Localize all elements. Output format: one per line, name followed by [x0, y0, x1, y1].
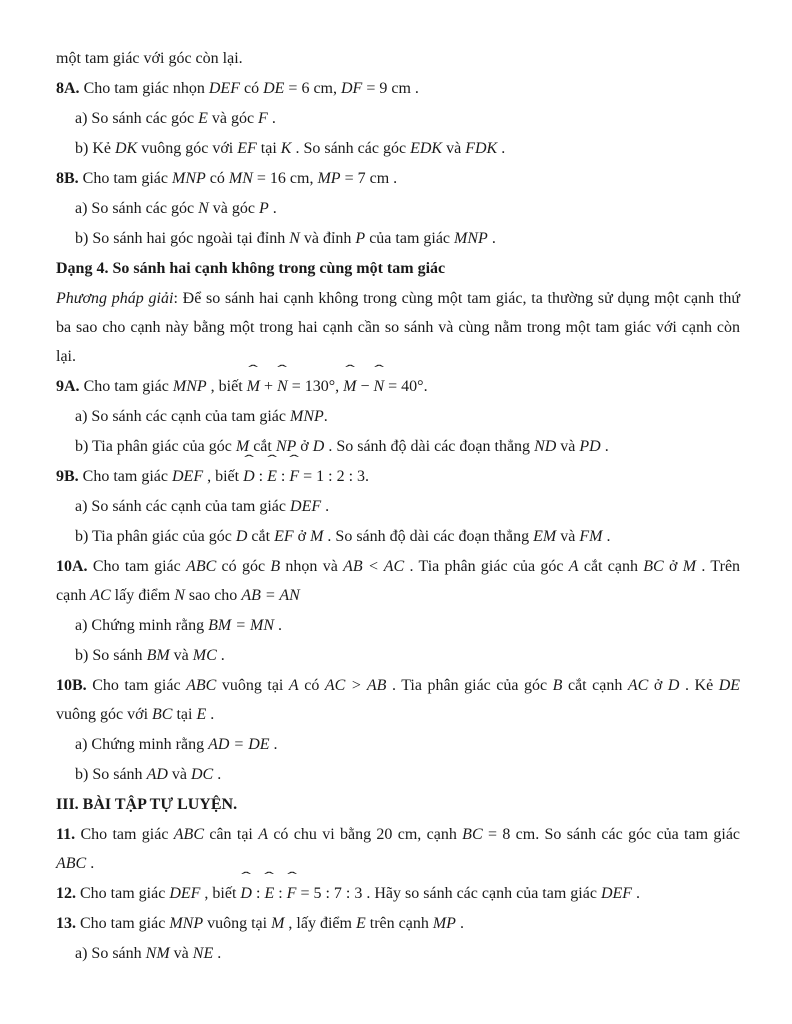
text-segment: III. BÀI TẬP TỰ LUYỆN.: [56, 796, 238, 813]
math-variable: ABC: [173, 826, 204, 843]
math-variable: D: [667, 677, 680, 694]
item-8B-b: [56, 224, 740, 253]
text-segment: :: [254, 468, 268, 485]
text-segment: ở: [296, 438, 313, 455]
math-variable: EM: [533, 528, 557, 545]
math-variable: MN: [228, 170, 253, 187]
math-variable: DEF: [290, 498, 322, 515]
item-9A-b: [56, 432, 740, 461]
problem-9B: [56, 462, 740, 491]
text-segment: 9A.: [56, 378, 80, 395]
text-segment: . Trên cạnh: [56, 558, 741, 604]
text-segment: .: [602, 528, 611, 545]
text-segment: .: [487, 230, 496, 247]
math-angle-hat: ˆ F: [289, 462, 299, 491]
math-variable: E: [355, 915, 366, 932]
math-variable: AD = DE: [208, 736, 270, 753]
text-segment: . So sánh độ dài các đoạn thẳng: [324, 438, 535, 455]
text-segment: 13.: [56, 915, 76, 932]
text-segment: cắt: [247, 528, 275, 545]
text-segment: có chu vi bằng 20 cm, cạnh: [267, 826, 463, 843]
text-segment: .: [213, 945, 222, 962]
math-variable: AD: [146, 766, 168, 783]
text-segment: Cho tam giác: [76, 915, 170, 932]
text-segment: cắt cạnh: [562, 677, 628, 694]
math-variable: BC: [462, 826, 483, 843]
text-segment: và: [556, 438, 580, 455]
item-10A-a: [56, 611, 740, 640]
math-variable: MNP: [172, 378, 207, 395]
text-segment: có: [205, 170, 229, 187]
text-segment: . Kẻ: [679, 677, 719, 694]
text-segment: :: [251, 885, 265, 902]
math-angle-hat: ˆ D: [243, 462, 255, 491]
text-segment: có: [298, 677, 325, 694]
math-variable: BM: [146, 647, 170, 664]
math-variable: F: [258, 110, 268, 127]
math-variable: M: [271, 915, 285, 932]
text-segment: tại: [256, 140, 281, 157]
math-variable: B: [552, 677, 563, 694]
text-segment: 8A.: [56, 80, 80, 97]
text-segment: ở: [648, 677, 668, 694]
problem-10B: [56, 671, 740, 729]
text-segment: Cho tam giác: [87, 558, 187, 575]
math-variable: M: [682, 558, 697, 575]
math-variable: P: [355, 230, 366, 247]
problem-11: [56, 820, 740, 878]
text-segment: sao cho: [184, 587, 242, 604]
math-variable: ABC: [186, 558, 217, 575]
text-segment: = 16 cm,: [252, 170, 318, 187]
math-variable: DEF: [169, 885, 201, 902]
text-segment: .: [206, 706, 215, 723]
math-variable: NM: [145, 945, 170, 962]
text-segment: = 1 : 2 : 3.: [299, 468, 370, 485]
math-variable: E: [198, 110, 208, 127]
math-variable: M: [310, 528, 324, 545]
item-9B-b: [56, 522, 740, 551]
text-segment: Cho tam giác: [86, 677, 187, 694]
text-segment: 11.: [56, 826, 76, 843]
math-variable: FDK: [465, 140, 498, 157]
text-segment: = 6 cm,: [284, 80, 341, 97]
text-segment: cắt cạnh: [578, 558, 644, 575]
text-segment: = 130°,: [287, 378, 344, 395]
math-variable: NP: [275, 438, 297, 455]
text-segment: a) Chứng minh rằng: [75, 617, 209, 634]
math-variable: AC > AB: [324, 677, 387, 694]
math-variable: DK: [114, 140, 138, 157]
math-variable: BC: [152, 706, 173, 723]
text-segment: Cho tam giác: [78, 170, 172, 187]
math-angle-hat: ˆ N: [373, 372, 384, 401]
text-segment: = 5 : 7 : 3 . Hãy so sánh các cạnh của tam giác: [296, 885, 601, 902]
item-8A-a: [56, 104, 740, 133]
text-segment: b) So sánh: [75, 766, 147, 783]
text-segment: b) Kẻ: [75, 140, 115, 157]
text-segment: , biết: [200, 885, 241, 902]
text-segment: Cho tam giác: [76, 885, 170, 902]
text-segment: . Tia phân giác của góc: [404, 558, 569, 575]
text-segment: : Để so sánh hai cạnh không trong cùng một tam giác, ta thường sử dụng một cạnh thứ ba sao cho cạnh này bằng một trong hai cạnh cần so sánh và cùng nằm trong một tam giác với cạnh còn lại.: [56, 290, 740, 365]
problem-8B: [56, 164, 740, 193]
text-segment: 9B.: [56, 468, 79, 485]
math-variable: Phương pháp giải: [56, 290, 174, 307]
math-variable: BM = MN: [208, 617, 274, 634]
text-segment: .: [213, 766, 222, 783]
text-segment: Cho tam giác: [78, 468, 172, 485]
text-segment: và đỉnh: [299, 230, 356, 247]
method-paragraph: [56, 284, 740, 371]
text-segment: .: [321, 498, 330, 515]
text-segment: . So sánh các góc: [291, 140, 411, 157]
text-segment: vuông tại: [216, 677, 289, 694]
text-segment: , lấy điểm: [284, 915, 356, 932]
text-segment: và góc: [207, 110, 259, 127]
text-segment: và: [442, 140, 466, 157]
text-segment: b) Tia phân giác của góc: [75, 438, 236, 455]
problem-10A: [56, 552, 740, 610]
math-variable: A: [568, 558, 579, 575]
math-variable: AB < AC: [343, 558, 405, 575]
text-segment: b) So sánh hai góc ngoài tại đỉnh: [75, 230, 290, 247]
text-segment: a) So sánh các cạnh của tam giác: [75, 498, 291, 515]
text-segment: và: [556, 528, 580, 545]
math-variable: E: [196, 706, 207, 723]
math-variable: DEF: [600, 885, 633, 902]
text-segment: và: [169, 647, 193, 664]
item-9B-a: [56, 492, 740, 521]
text-segment: :: [276, 468, 290, 485]
text-segment: .: [497, 140, 506, 157]
item-10B-b: [56, 760, 740, 789]
math-variable: ND: [534, 438, 557, 455]
text-segment: , biết: [206, 378, 247, 395]
text-segment: a) Chứng minh rằng: [75, 736, 209, 753]
math-variable: EF: [274, 528, 294, 545]
text-segment: a) So sánh các cạnh của tam giác: [75, 408, 291, 425]
math-variable: MP: [317, 170, 341, 187]
math-angle-hat: ˆ D: [240, 879, 252, 908]
math-variable: AC: [90, 587, 111, 604]
text-segment: a) So sánh các góc: [75, 110, 199, 127]
text-segment: cân tại: [204, 826, 259, 843]
text-segment: , biết: [203, 468, 244, 485]
intro-fragment: [56, 44, 740, 73]
problem-12: [56, 879, 740, 908]
text-segment: một tam giác với góc còn lại.: [56, 50, 243, 67]
math-variable: EDK: [410, 140, 443, 157]
math-angle-hat: ˆ F: [287, 879, 297, 908]
item-8B-a: [56, 194, 740, 223]
text-segment: .: [269, 736, 278, 753]
item-10B-a: [56, 730, 740, 759]
text-segment: Cho tam giác: [75, 826, 174, 843]
text-segment: nhọn và: [280, 558, 344, 575]
text-segment: = 40°.: [384, 378, 428, 395]
math-variable: ABC: [56, 855, 87, 872]
math-variable: AB = AN: [241, 587, 300, 604]
text-segment: 12.: [56, 885, 76, 902]
math-variable: D: [312, 438, 325, 455]
math-angle-hat: ˆ M: [343, 372, 356, 401]
item-13-a: [56, 939, 740, 968]
text-segment: .: [268, 200, 277, 217]
text-segment: −: [356, 378, 374, 395]
text-segment: .: [86, 855, 95, 872]
document-content: [56, 44, 740, 969]
math-variable: B: [270, 558, 281, 575]
math-angle-hat: ˆ N: [277, 372, 288, 401]
item-9A-a: [56, 402, 740, 431]
math-angle-hat: ˆ E: [264, 879, 274, 908]
text-segment: .: [323, 408, 328, 425]
math-variable: DC: [191, 766, 214, 783]
math-variable: BC: [643, 558, 664, 575]
math-variable: PD: [579, 438, 601, 455]
math-variable: DE: [263, 80, 285, 97]
math-variable: DEF: [171, 468, 204, 485]
heading-section-iii: [56, 790, 740, 819]
text-segment: .: [274, 617, 282, 634]
math-variable: N: [198, 200, 209, 217]
text-segment: .: [600, 438, 609, 455]
math-variable: M: [235, 438, 250, 455]
text-segment: .: [632, 885, 641, 902]
text-segment: vuông góc với: [56, 706, 153, 723]
math-variable: N: [174, 587, 185, 604]
math-angle-hat: ˆ M: [247, 372, 260, 401]
text-segment: 10A.: [56, 558, 88, 575]
math-variable: N: [289, 230, 300, 247]
text-segment: Dạng 4. So sánh hai cạnh không trong cùng một tam giác: [56, 260, 446, 277]
text-segment: Cho tam giác nhọn: [79, 80, 209, 97]
math-variable: MP: [432, 915, 456, 932]
text-segment: 10B.: [56, 677, 87, 694]
math-variable: MNP: [454, 230, 488, 247]
text-segment: = 7 cm .: [340, 170, 398, 187]
text-segment: và: [167, 766, 191, 783]
math-variable: A: [288, 677, 299, 694]
text-segment: . So sánh độ dài các đoạn thẳng: [323, 528, 534, 545]
text-segment: có: [239, 80, 264, 97]
math-variable: P: [258, 200, 269, 217]
math-variable: FM: [579, 528, 603, 545]
problem-8A: [56, 74, 740, 103]
math-variable: DF: [341, 80, 363, 97]
text-segment: a) So sánh: [75, 945, 146, 962]
math-variable: EF: [237, 140, 257, 157]
text-segment: = 8 cm. So sánh các góc của tam giác: [482, 826, 741, 843]
heading-dang-4: [56, 254, 740, 283]
math-variable: MNP: [290, 408, 324, 425]
text-segment: lấy điểm: [110, 587, 175, 604]
problem-13: [56, 909, 740, 938]
text-segment: Cho tam giác: [79, 378, 173, 395]
text-segment: ở: [663, 558, 683, 575]
text-segment: trên cạnh: [365, 915, 433, 932]
text-segment: cắt: [249, 438, 276, 455]
text-segment: +: [259, 378, 278, 395]
math-angle-hat: ˆ E: [267, 462, 277, 491]
math-variable: MNP: [171, 170, 206, 187]
text-segment: vuông tại: [203, 915, 272, 932]
text-segment: .: [216, 647, 225, 664]
problem-9A: [56, 372, 740, 401]
text-segment: tại: [172, 706, 197, 723]
text-segment: a) So sánh các góc: [75, 200, 199, 217]
text-segment: .: [455, 915, 464, 932]
text-segment: 8B.: [56, 170, 79, 187]
math-variable: DEF: [208, 80, 240, 97]
text-segment: b) Tia phân giác của góc: [75, 528, 236, 545]
math-variable: MNP: [169, 915, 204, 932]
text-segment: = 9 cm .: [362, 80, 419, 97]
text-segment: ở: [293, 528, 311, 545]
math-variable: NE: [192, 945, 214, 962]
math-variable: AC: [627, 677, 649, 694]
math-variable: D: [235, 528, 248, 545]
text-segment: và góc: [208, 200, 259, 217]
text-segment: vuông góc với: [137, 140, 238, 157]
text-segment: có góc: [216, 558, 271, 575]
math-variable: DE: [718, 677, 741, 694]
text-segment: của tam giác: [365, 230, 455, 247]
math-variable: MC: [192, 647, 217, 664]
item-8A-b: [56, 134, 740, 163]
text-segment: và: [169, 945, 193, 962]
math-variable: K: [280, 140, 292, 157]
text-segment: .: [267, 110, 276, 127]
text-segment: :: [274, 885, 287, 902]
text-segment: . Tia phân giác của góc: [386, 677, 553, 694]
math-variable: ABC: [186, 677, 217, 694]
math-variable: A: [258, 826, 268, 843]
item-10A-b: [56, 641, 740, 670]
text-segment: b) So sánh: [75, 647, 147, 664]
